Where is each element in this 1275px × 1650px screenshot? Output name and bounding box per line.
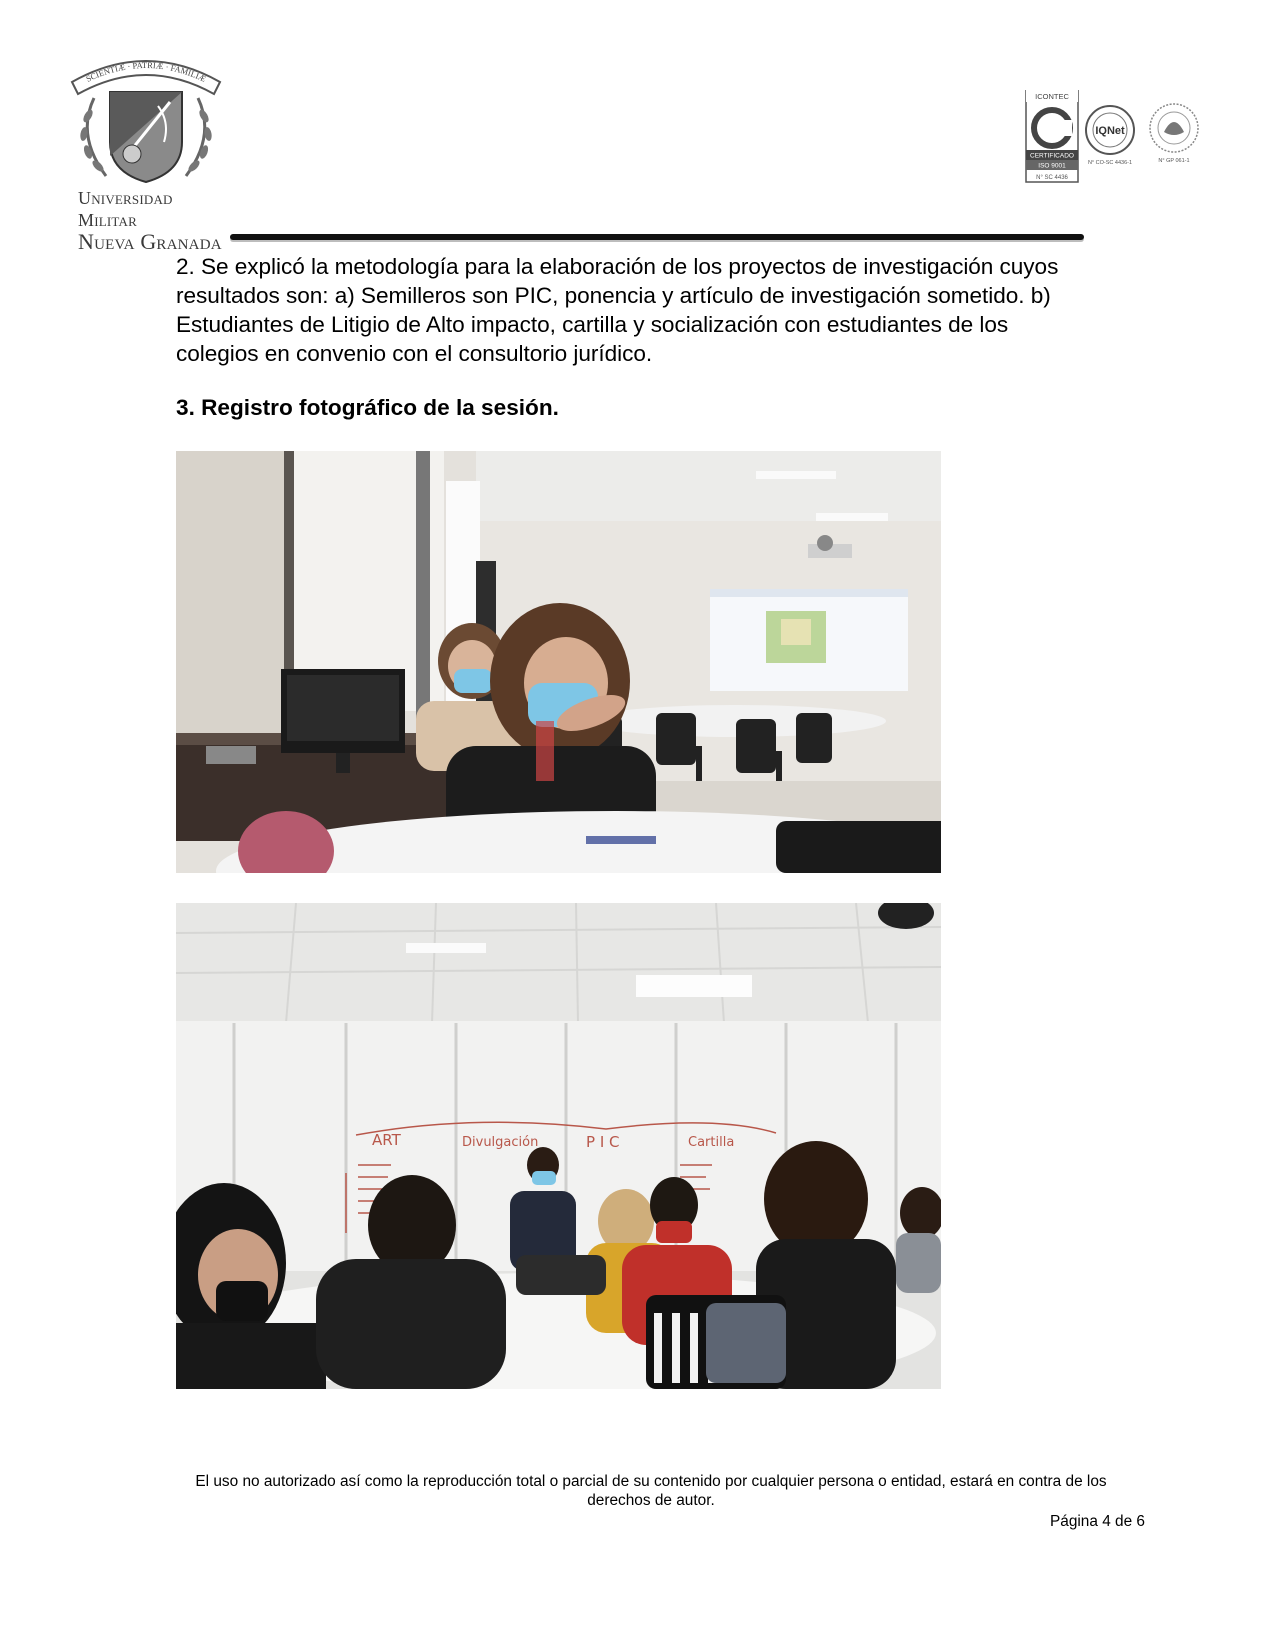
university-logo (66, 46, 226, 254)
crest-motto: SCIENTIÆ · PATRIÆ · FAMILIÆ (84, 59, 208, 84)
svg-text:ICONTEC: ICONTEC (1035, 92, 1069, 101)
wordmark-line-2: Nueva Granada (78, 229, 222, 254)
gp-seal-icon (1150, 104, 1198, 164)
wordmark-line-1: Universidad Militar (78, 188, 173, 230)
svg-text:CERTIFICADO: CERTIFICADO (1030, 152, 1074, 160)
svg-text:IQNet: IQNet (1095, 125, 1125, 137)
certification-seals (1024, 90, 1220, 190)
certification-icons (1024, 90, 1220, 190)
whiteboard-text-art: ART (372, 1131, 401, 1149)
page-number: Página 4 de 6 (1050, 1513, 1145, 1530)
university-wordmark (78, 187, 226, 253)
session-photo-1 (176, 451, 941, 873)
section-3-heading: 3. Registro fotográfico de la sesión. (176, 395, 559, 420)
header-divider (230, 234, 1084, 240)
svg-text:N° CO-SC 4436-1: N° CO-SC 4436-1 (1087, 160, 1133, 166)
svg-text:N° SC 4436: N° SC 4436 (1036, 175, 1068, 181)
paragraph-2: 2. Se explicó la metodología para la elaboración de los proyectos de investigación cuyos resultados son: a) Semilleros son PIC, ponencia y artículo de investigación sometido. b) Estudiantes de Litigio de Alto impacto, cartilla y socialización con estudiantes de los colegios en convenio con el consultorio jurídico. (176, 254, 1059, 366)
whiteboard-text-pic: P I C (586, 1133, 620, 1151)
svg-text:ISO 9001: ISO 9001 (1038, 162, 1066, 170)
university-crest-icon (66, 46, 226, 191)
session-photo-2 (176, 903, 941, 1389)
iqnet-seal-icon (1086, 106, 1134, 166)
whiteboard-text-cartilla: Cartilla (688, 1135, 735, 1150)
svg-text:N° GP 061-1: N° GP 061-1 (1158, 158, 1190, 164)
icontec-seal-icon (1026, 90, 1078, 182)
whiteboard-text-divulgacion: Divulgación (462, 1135, 539, 1150)
footer-copyright-notice: El uso no autorizado así como la reproducción total o parcial de su contenido por cualquier persona o entidad, estará en contra de los derechos de autor. (195, 1473, 1107, 1509)
